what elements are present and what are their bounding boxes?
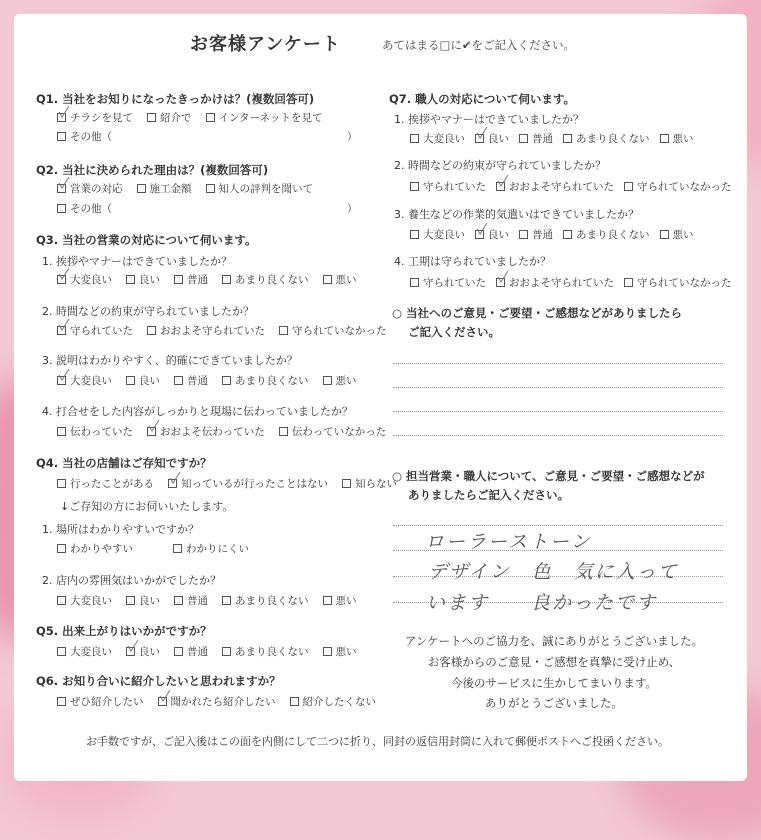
- check-mark-icon: [57, 267, 71, 281]
- option[interactable]: 伝わっていなかった: [279, 424, 386, 439]
- thanks-line3: 今後のサービスに生かしてまいります。: [450, 676, 658, 690]
- option[interactable]: 大変良い: [57, 373, 112, 388]
- q3-sub1: 1. 挨拶やマナーはできていましたか？: [42, 255, 232, 268]
- q7-sub2-options: [410, 179, 732, 194]
- q5-label: Q5. 出来上がりはいかがですか？: [36, 624, 212, 638]
- comment1-line: [393, 411, 723, 412]
- survey-instruction: あてはまる□に✔をご記入ください。: [382, 38, 575, 52]
- q2-option-price[interactable]: 施工金額: [137, 181, 192, 196]
- comment2-label-line1: ○ 担当営業・職人について、ご意見・ご要望・ご感想などが: [392, 469, 705, 483]
- comment2-line: [393, 525, 723, 526]
- check-mark-icon: [475, 126, 489, 140]
- check-mark-icon: [496, 174, 510, 188]
- q3-sub1-options: [57, 272, 371, 287]
- option[interactable]: 悪い: [323, 272, 357, 287]
- option[interactable]: 良い: [475, 131, 509, 146]
- option[interactable]: 悪い: [323, 593, 357, 608]
- option[interactable]: 守られていた: [410, 275, 486, 290]
- q3-label: Q3. 当社の営業の対応について伺います。: [36, 233, 257, 247]
- check-mark-icon: [126, 639, 140, 653]
- q1-option-flyer[interactable]: チラシを見て: [57, 110, 133, 125]
- handwritten-comment-line1: ローラーストーン: [425, 531, 592, 553]
- option[interactable]: おおよそ伝わっていた: [147, 424, 265, 439]
- option[interactable]: 悪い: [660, 131, 694, 146]
- option[interactable]: 守られていなかった: [624, 179, 732, 194]
- option[interactable]: 大変良い: [57, 644, 112, 659]
- q1-option-referral[interactable]: 紹介で: [147, 110, 192, 125]
- q2-other-close: ）: [347, 203, 358, 215]
- thanks-line2: お客様からのご意見・ご感想を真摯に受け止め、: [427, 655, 681, 669]
- q7-sub3-options: [410, 227, 694, 242]
- option[interactable]: 普通: [174, 593, 208, 608]
- option[interactable]: 普通: [519, 227, 553, 242]
- check-mark-icon: [496, 270, 510, 284]
- thanks-line4: ありがとうございました。: [485, 696, 623, 710]
- q7-sub3: 3. 養生などの作業的気遣いはできていましたか？: [394, 208, 639, 221]
- q3-sub4: 4. 打合せをした内容がしっかりと現場に伝わっていましたか？: [42, 405, 353, 418]
- q1-other[interactable]: その他（: [57, 129, 112, 144]
- option[interactable]: 良い: [475, 227, 509, 242]
- option[interactable]: 悪い: [323, 373, 357, 388]
- footer-note: お手数ですが、ご記入後はこの面を内側にして二つに折り、同封の返信用封筒に入れて郵便ポストへご投函ください。: [86, 735, 669, 748]
- comment1-label-line1: ○ 当社へのご意見・ご要望・ご感想などがありましたら: [392, 306, 683, 320]
- q2-option-reputation[interactable]: 知人の評判を聞いて: [206, 181, 314, 196]
- q3-sub2-options: [57, 323, 401, 338]
- option[interactable]: おおよそ守られていた: [496, 275, 614, 290]
- option[interactable]: あまり良くない: [222, 644, 309, 659]
- check-mark-icon: [475, 222, 489, 236]
- option[interactable]: 行ったことがある: [57, 476, 154, 491]
- option[interactable]: 良い: [126, 373, 160, 388]
- option[interactable]: 守られていなかった: [624, 275, 732, 290]
- option[interactable]: あまり良くない: [222, 272, 309, 287]
- q4-label: Q4. 当社の店舗はご存知ですか？: [36, 456, 212, 470]
- survey-title: お客様アンケート: [190, 34, 341, 55]
- q7-sub2: 2. 時間などの約束が守られていましたか？: [394, 159, 606, 172]
- option[interactable]: おおよそ守られていた: [147, 323, 265, 338]
- check-mark-icon: [57, 318, 71, 332]
- q4-sub1-options: [57, 541, 263, 556]
- q1-option-internet[interactable]: インターネットを見て: [206, 110, 323, 125]
- option[interactable]: ぜひ紹介したい: [57, 694, 144, 709]
- option[interactable]: あまり良くない: [563, 131, 650, 146]
- option[interactable]: 普通: [519, 131, 553, 146]
- option[interactable]: 知っているが行ったことはない: [168, 476, 328, 491]
- q6-options: [57, 694, 390, 709]
- q2-option-sales[interactable]: 営業の対応: [57, 181, 123, 196]
- q7-sub4: 4. 工期は守られていましたか？: [394, 255, 551, 268]
- check-mark-icon: [57, 368, 71, 382]
- option[interactable]: 良い: [126, 644, 160, 659]
- option[interactable]: 普通: [174, 272, 208, 287]
- q7-sub1-options: [410, 131, 694, 146]
- option[interactable]: 悪い: [660, 227, 694, 242]
- option[interactable]: 大変良い: [57, 272, 112, 287]
- option[interactable]: 紹介したくない: [290, 694, 377, 709]
- q4-sub2: 2. 店内の雰囲気はいかがでしたか？: [42, 574, 221, 587]
- comment1-label-line2: ご記入ください。: [408, 325, 500, 339]
- comment1-line: [393, 387, 723, 388]
- option[interactable]: 守られていなかった: [279, 323, 387, 338]
- q6-label: Q6. お知り合いに紹介したいと思われますか？: [36, 674, 281, 688]
- option[interactable]: あまり良くない: [222, 373, 309, 388]
- q2-options: [57, 181, 327, 196]
- check-mark-icon: [158, 689, 172, 703]
- q7-label: Q7. 職人の対応について伺います。: [389, 92, 575, 106]
- q1-options: [57, 110, 337, 125]
- q1-other-close: ）: [347, 131, 358, 143]
- q4-sub2-options: [57, 593, 371, 608]
- q4-note: ↓ご存知の方にお伺いいたします。: [60, 500, 234, 513]
- comment1-line: [393, 363, 723, 364]
- option[interactable]: 大変良い: [57, 593, 112, 608]
- option[interactable]: わかりやすい: [57, 541, 133, 556]
- option[interactable]: わかりにくい: [173, 541, 249, 556]
- q5-options: [57, 644, 371, 659]
- check-mark-icon: [168, 471, 182, 485]
- q4-sub1: 1. 場所はわかりやすいですか？: [42, 523, 199, 536]
- option[interactable]: 良い: [126, 272, 160, 287]
- handwritten-comment-line3: います 良かったです: [426, 592, 658, 614]
- option[interactable]: あまり良くない: [563, 227, 650, 242]
- q7-sub1: 1. 挨拶やマナーはできていましたか？: [394, 113, 584, 126]
- q7-sub4-options: [410, 275, 732, 290]
- q3-sub3-options: [57, 373, 371, 388]
- option[interactable]: 悪い: [323, 644, 357, 659]
- option[interactable]: 守られていた: [410, 179, 486, 194]
- q2-other[interactable]: その他（: [57, 201, 112, 216]
- option[interactable]: おおよそ守られていた: [496, 179, 614, 194]
- option[interactable]: 伝わっていた: [57, 424, 133, 439]
- q2-label: Q2. 当社に決められた理由は？(複数回答可): [36, 163, 269, 177]
- option[interactable]: 良い: [126, 593, 160, 608]
- option[interactable]: 聞かれたら紹介したい: [158, 694, 276, 709]
- q3-sub2: 2. 時間などの約束が守られていましたか？: [42, 305, 254, 318]
- q4-options: [57, 476, 411, 491]
- option[interactable]: 普通: [174, 644, 208, 659]
- option[interactable]: あまり良くない: [222, 593, 309, 608]
- comment1-line: [393, 435, 723, 436]
- option[interactable]: 普通: [174, 373, 208, 388]
- check-mark-icon: [57, 176, 71, 190]
- q3-sub4-options: [57, 424, 400, 439]
- q3-sub3: 3. 説明はわかりやすく、的確にできていましたか？: [42, 354, 298, 367]
- option[interactable]: 大変良い: [410, 227, 465, 242]
- option[interactable]: 大変良い: [410, 131, 465, 146]
- handwritten-comment-line2: デザイン 色 気に入って: [428, 561, 679, 583]
- check-mark-icon: [147, 419, 161, 433]
- option[interactable]: 守られていた: [57, 323, 133, 338]
- thanks-line1: アンケートへのご協力を、誠にありがとうございました。: [404, 634, 704, 648]
- check-mark-icon: [57, 105, 71, 119]
- comment2-label-line2: ありましたらご記入ください。: [408, 488, 569, 502]
- q1-label: Q1. 当社をお知りになったきっかけは？(複数回答可): [36, 92, 315, 106]
- option[interactable]: 知らない: [342, 476, 397, 491]
